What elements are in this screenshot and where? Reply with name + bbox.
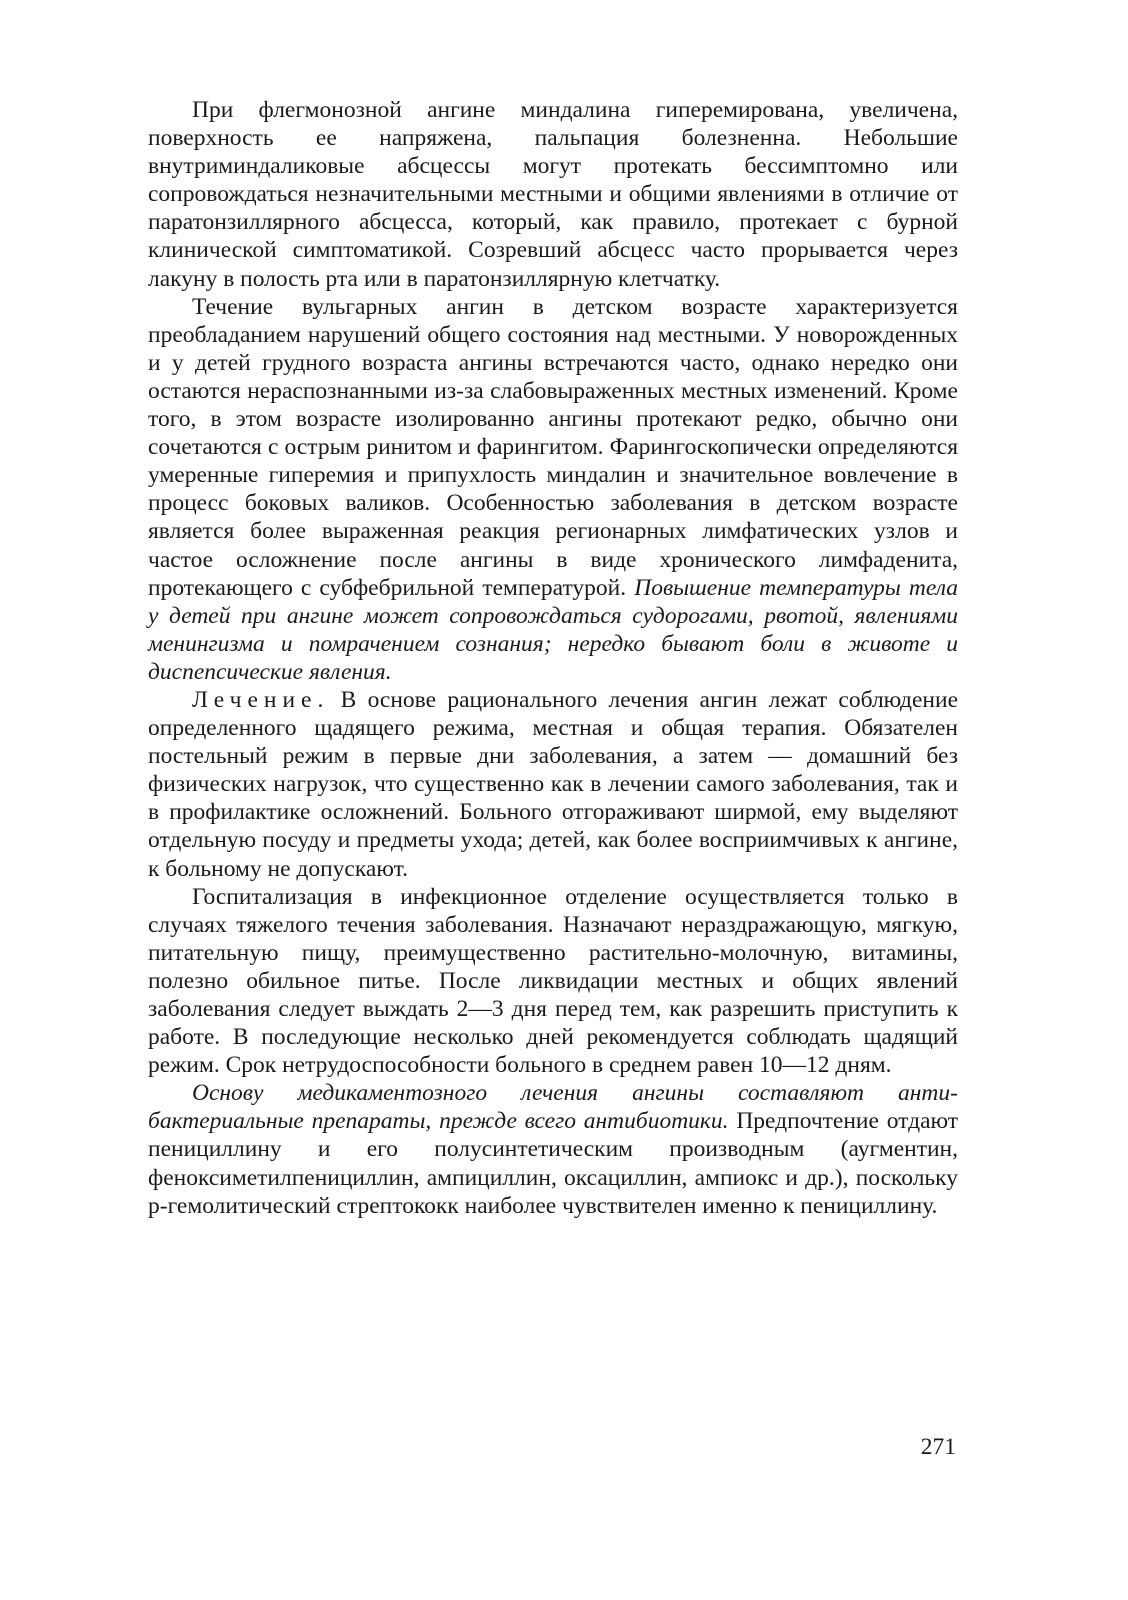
paragraph-text: Госпитализация в инфекционное отделение осуществляется только в случаях тяжелого течения заболевания. Назначают нераздражающую, мягкую, питательную пищу, преимущественно растительно-молочную, витамины, полезно обильное питье. После ликвидации местных и общих явлений заболевания следует выждать 2—3 дня перед тем, как разрешить приступить к работе. В последующие несколько дней рекомендуется соблюдать щадящий режим. Срок нетрудоспособности больного в среднем равен 10—12 дням. <box>148 883 958 1079</box>
paragraph-hospitalization <box>148 883 958 1080</box>
paragraph-medication <box>148 1079 958 1219</box>
section-heading-treatment: Лечение. <box>192 686 330 713</box>
paragraph-italic-text: Основу медикаментозного лечения ангины составляют антибактериальные препараты, прежде всего антибиотики. <box>148 1080 958 1135</box>
paragraph-phlegmonous-angina <box>148 96 958 293</box>
paragraph-italic-text: Повышение температуры тела у детей при ангине может сопровождаться судорогами, рвотой, явлениями менингизма и помрачением сознания; нередко бывают боли в животе и диспепсические явления. <box>148 574 958 685</box>
paragraph-text: Предпочтение отдают пенициллину и его полусинтетическим производным (аугментин, феноксиметилпенициллин, ампициллин, оксациллин, ампиокс и др.), поскольку р-гемолитический стрептококк наиболее чувствителен именно к пенициллину. <box>148 1108 959 1219</box>
paragraph-treatment <box>148 686 958 883</box>
paragraph-text: В основе рационального лечения ангин лежат соблюдение определенного щадящего режима, местная и общая терапия. Обязателен постельный режим в первые дни заболевания, а затем — домашний без физических нагрузок, что существенно как в лечении самого заболевания, так и в профилактике осложнений. Больного отгораживают ширмой, ему выделяют отдельную посуду и предметы ухода; детей, как более восприимчивых к ангине, к больному не допускают. <box>148 686 958 882</box>
paragraph-text: Течение вульгарных ангин в детском возрасте характеризуется преобладанием нарушений общего состояния над местными. У новорожденных и у детей грудного возраста ангины встречаются часто, однако нередко они остаются нераспознанными из-за слабовыраженных местных изменений. Кроме того, в этом возрасте изолированно ангины протекают редко, обычно они сочетаются с острым ринитом и фарингитом. Фарингоскопически определяются умеренные гиперемия и припухлость миндалин и значительное вовлечение в процесс боковых валиков. Особенностью заболевания в детском возрасте является более выраженная реакция регионарных лимфатических узлов и частое осложнение после ангины в виде хронического лимфаденита, протекающего с субфебрильной температурой. <box>148 293 958 601</box>
page-body <box>148 96 958 1220</box>
paragraph-text: При флегмонозной ангине миндалина гиперемирована, увеличена, поверхность ее напряжена, пальпация болезненна. Небольшие внутриминдаликовые абсцессы могут протекать бессимптомно или сопровождаться незначительными местными и общими явлениями в отличие от паратонзиллярного абсцесса, который, как правило, протекает с бурной клинической симптоматикой. Созревший абсцесс часто прорывается через лакуну в полость рта или в паратонзиллярную клетчатку. <box>148 97 958 292</box>
paragraph-childhood-course <box>148 293 958 686</box>
page-number: 271 <box>920 1434 956 1460</box>
